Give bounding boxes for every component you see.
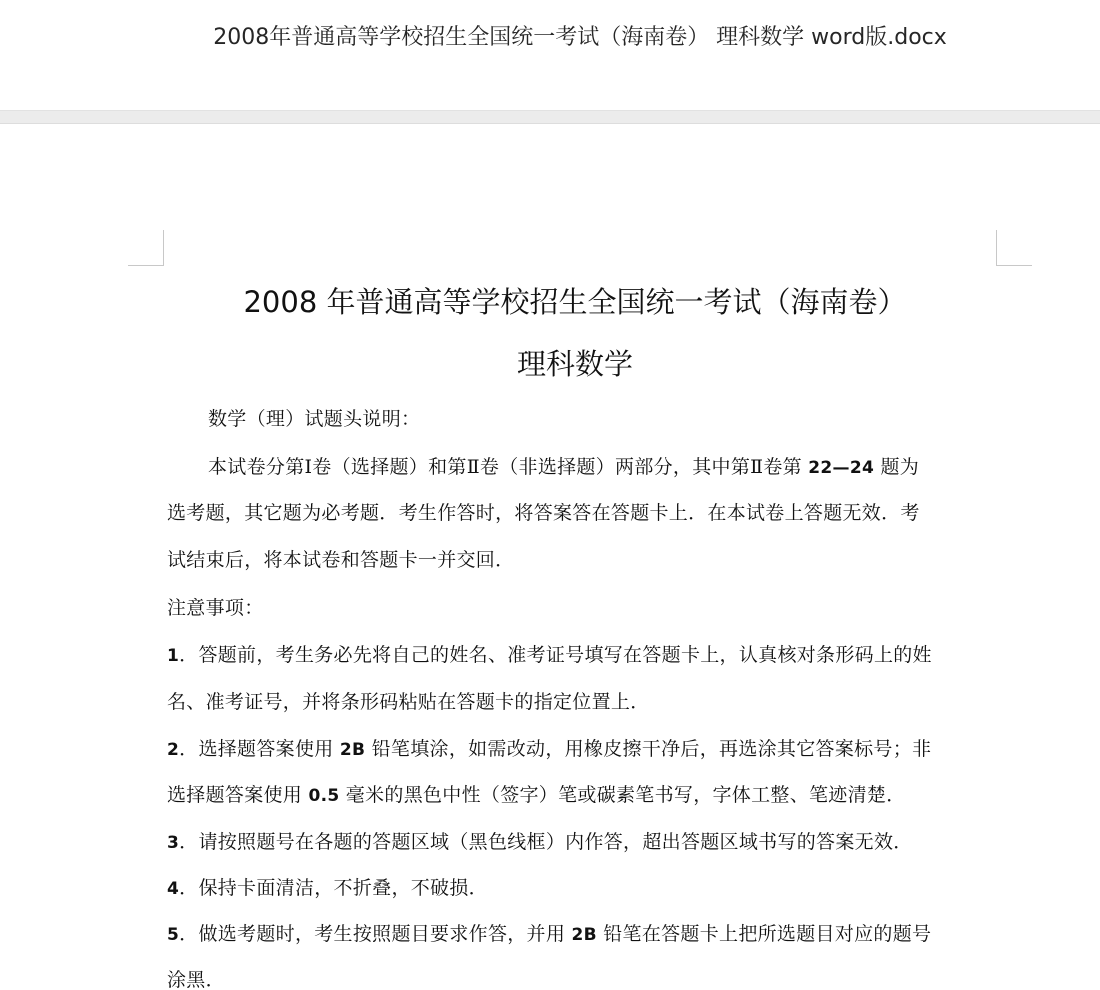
note-2-line-2 xyxy=(167,780,906,807)
note-number: 2 xyxy=(167,740,180,760)
document-title: 2008 年普通高等学校招生全国统一考试（海南卷） xyxy=(243,285,907,319)
note-1-line-2: 名、准考证号，并将条形码粘贴在答题卡的指定位置上． xyxy=(167,691,650,713)
note-5-line-1 xyxy=(167,919,931,946)
note-number: 4 xyxy=(167,879,180,899)
notes-heading: 注意事项： xyxy=(167,597,264,619)
note-number: 3 xyxy=(167,833,180,853)
note-4-line-1 xyxy=(167,873,488,900)
note-5-line-2: 涂黑． xyxy=(167,969,225,990)
document-subtitle: 理科数学 xyxy=(516,347,633,381)
pen-size: 0.5 xyxy=(308,786,340,806)
document-page xyxy=(0,124,1100,990)
note-text: 铅笔在答题卡上把所选题目对应的题号 xyxy=(596,923,932,945)
note-text: ．做选考题时，考生按照题目要求作答，并用 xyxy=(179,923,572,945)
question-range: 22—24 xyxy=(808,458,875,478)
note-text: ．保持卡面清洁，不折叠，不破损． xyxy=(179,877,488,899)
subheading: 数学（理）试题头说明： xyxy=(208,408,421,430)
pencil-grade: 2B xyxy=(339,740,366,760)
note-text: 毫米的黑色中性（签字）笔或碳素笔书写，字体工整、笔迹清楚． xyxy=(339,784,906,806)
intro-text: 本试卷分第Ⅰ卷（选择题）和第Ⅱ卷（非选择题）两部分，其中第Ⅱ卷第 xyxy=(208,456,809,478)
note-text: ．答题前，考生务必先将自己的姓名、准考证号填写在答题卡上，认真核对条形码上的姓 xyxy=(179,644,932,666)
note-number: 1 xyxy=(167,646,180,666)
note-text: 铅笔填涂，如需改动，用橡皮擦干净后，再选涂其它答案标号；非 xyxy=(365,738,932,760)
crop-mark-left xyxy=(128,230,164,266)
note-text: ．选择题答案使用 xyxy=(179,738,340,760)
crop-mark-right xyxy=(996,230,1032,266)
file-title: 2008年普通高等学校招生全国统一考试（海南卷） 理科数学 word版.docx xyxy=(213,25,947,50)
note-3-line-1 xyxy=(167,827,913,854)
intro-line-2: 选考题，其它题为必考题．考生作答时，将答案答在答题卡上．在本试卷上答题无效．考 xyxy=(167,502,920,524)
intro-line-3: 试结束后，将本试卷和答题卡一并交回． xyxy=(167,549,515,571)
intro-line-1 xyxy=(208,452,919,479)
note-text: ．请按照题号在各题的答题区域（黑色线框）内作答，超出答题区域书写的答案无效． xyxy=(179,831,913,853)
file-title-bar xyxy=(0,0,1100,110)
page-separator xyxy=(0,110,1100,124)
note-1-line-1 xyxy=(167,640,932,667)
pencil-grade: 2B xyxy=(571,925,597,945)
intro-text: 题为 xyxy=(874,456,920,478)
note-2-line-1 xyxy=(167,734,931,761)
note-text: 选择题答案使用 xyxy=(167,784,309,806)
note-number: 5 xyxy=(167,925,180,945)
